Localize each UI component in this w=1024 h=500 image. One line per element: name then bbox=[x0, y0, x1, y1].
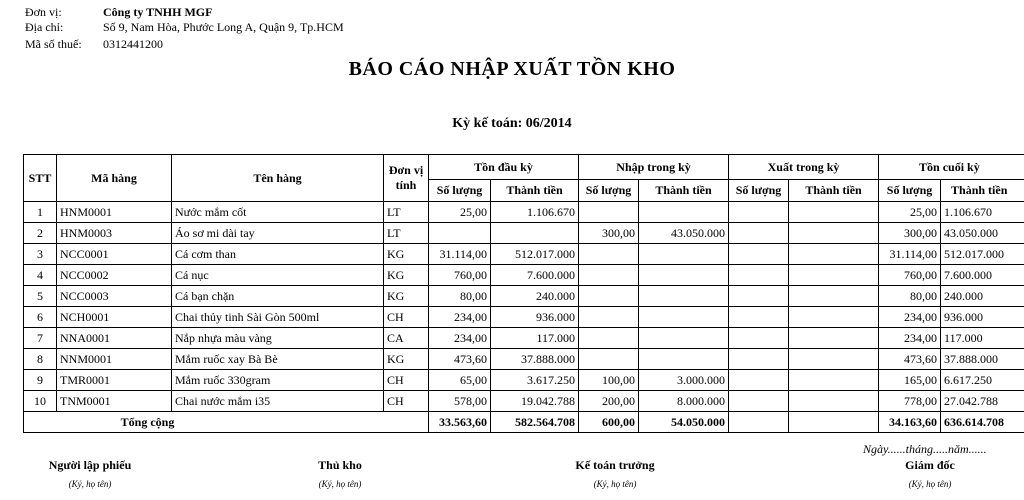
cell-in-amt: 3.000.000 bbox=[639, 370, 729, 391]
cell-open-amt: 7.600.000 bbox=[491, 265, 579, 286]
cell-in-qty bbox=[579, 349, 639, 370]
cell-code: HNM0003 bbox=[57, 223, 172, 244]
cell-stt: 5 bbox=[24, 286, 57, 307]
cell-unit: KG bbox=[384, 349, 429, 370]
cell-name: Nắp nhựa màu vàng bbox=[172, 328, 384, 349]
cell-unit: KG bbox=[384, 286, 429, 307]
cell-open-amt bbox=[491, 223, 579, 244]
cell-out-qty bbox=[729, 286, 789, 307]
cell-open-qty bbox=[429, 223, 491, 244]
table-row bbox=[24, 244, 1024, 265]
cell-open-qty: 31.114,00 bbox=[429, 244, 491, 265]
cell-open-amt: 117.000 bbox=[491, 328, 579, 349]
header-out-amt: Thành tiền bbox=[789, 180, 879, 202]
cell-out-amt bbox=[789, 244, 879, 265]
table-row bbox=[24, 202, 1024, 223]
cell-code: NCC0002 bbox=[57, 265, 172, 286]
table-row bbox=[24, 370, 1024, 391]
total-close-qty: 34.163,60 bbox=[879, 412, 941, 433]
cell-code: HNM0001 bbox=[57, 202, 172, 223]
cell-stt: 10 bbox=[24, 391, 57, 412]
cell-unit: CH bbox=[384, 307, 429, 328]
cell-open-qty: 760,00 bbox=[429, 265, 491, 286]
header-code: Mã hàng bbox=[57, 155, 172, 202]
cell-open-qty: 473,60 bbox=[429, 349, 491, 370]
tax-label: Mã số thuế: bbox=[25, 37, 82, 51]
cell-name: Áo sơ mi dài tay bbox=[172, 223, 384, 244]
cell-close-qty: 31.114,00 bbox=[879, 244, 941, 265]
cell-in-qty bbox=[579, 265, 639, 286]
cell-code: NCC0001 bbox=[57, 244, 172, 265]
cell-close-amt: 6.617.250 bbox=[941, 370, 1024, 391]
total-row bbox=[24, 412, 1024, 433]
cell-unit: CA bbox=[384, 328, 429, 349]
cell-open-amt: 19.042.788 bbox=[491, 391, 579, 412]
table-row bbox=[24, 307, 1024, 328]
cell-stt: 9 bbox=[24, 370, 57, 391]
header-opening: Tồn đầu kỳ bbox=[429, 155, 579, 180]
cell-open-amt: 3.617.250 bbox=[491, 370, 579, 391]
cell-stt: 3 bbox=[24, 244, 57, 265]
signature-note: (Ký, họ tên) bbox=[68, 479, 112, 489]
cell-stt: 7 bbox=[24, 328, 57, 349]
cell-in-amt: 8.000.000 bbox=[639, 391, 729, 412]
cell-out-qty bbox=[729, 223, 789, 244]
cell-unit: LT bbox=[384, 202, 429, 223]
cell-close-amt: 27.042.788 bbox=[941, 391, 1024, 412]
cell-out-amt bbox=[789, 223, 879, 244]
cell-out-qty bbox=[729, 202, 789, 223]
cell-unit: LT bbox=[384, 223, 429, 244]
cell-in-qty bbox=[579, 286, 639, 307]
total-in-amt: 54.050.000 bbox=[639, 412, 729, 433]
cell-code: NCC0003 bbox=[57, 286, 172, 307]
cell-out-qty bbox=[729, 370, 789, 391]
signature-director bbox=[870, 458, 990, 489]
cell-out-qty bbox=[729, 307, 789, 328]
cell-name: Cá bạn chặn bbox=[172, 286, 384, 307]
total-open-amt: 582.564.708 bbox=[491, 412, 579, 433]
cell-out-amt bbox=[789, 202, 879, 223]
signature-storekeeper bbox=[280, 458, 400, 489]
cell-open-qty: 578,00 bbox=[429, 391, 491, 412]
header-export: Xuất trong kỳ bbox=[729, 155, 879, 180]
cell-unit: CH bbox=[384, 370, 429, 391]
cell-stt: 6 bbox=[24, 307, 57, 328]
signature-note: (Ký, họ tên) bbox=[593, 479, 637, 489]
cell-out-qty bbox=[729, 265, 789, 286]
table-row bbox=[24, 349, 1024, 370]
cell-open-qty: 25,00 bbox=[429, 202, 491, 223]
cell-unit: CH bbox=[384, 391, 429, 412]
header-stt: STT bbox=[24, 155, 57, 202]
company-tax-code: 0312441200 bbox=[103, 37, 163, 51]
company-unit-line bbox=[25, 5, 212, 20]
signature-note: (Ký, họ tên) bbox=[318, 479, 362, 489]
signature-note: (Ký, họ tên) bbox=[908, 479, 952, 489]
company-address: Số 9, Nam Hòa, Phước Long A, Quận 9, Tp.HCM bbox=[103, 20, 344, 34]
total-out-qty bbox=[729, 412, 789, 433]
company-tax-line bbox=[25, 37, 163, 52]
cell-close-amt: 240.000 bbox=[941, 286, 1024, 307]
header-close-qty: Số lượng bbox=[879, 180, 941, 202]
cell-close-qty: 300,00 bbox=[879, 223, 941, 244]
header-open-qty: Số lượng bbox=[429, 180, 491, 202]
cell-in-qty: 200,00 bbox=[579, 391, 639, 412]
cell-out-qty bbox=[729, 391, 789, 412]
header-unit: Đơn vị tính bbox=[384, 155, 429, 202]
cell-close-amt: 117.000 bbox=[941, 328, 1024, 349]
cell-open-amt: 1.106.670 bbox=[491, 202, 579, 223]
cell-close-qty: 234,00 bbox=[879, 307, 941, 328]
cell-close-qty: 760,00 bbox=[879, 265, 941, 286]
cell-stt: 4 bbox=[24, 265, 57, 286]
signature-title: Kế toán trưởng bbox=[575, 458, 655, 472]
cell-code: NCH0001 bbox=[57, 307, 172, 328]
cell-out-amt bbox=[789, 391, 879, 412]
cell-out-amt bbox=[789, 265, 879, 286]
cell-close-qty: 473,60 bbox=[879, 349, 941, 370]
total-in-qty: 600,00 bbox=[579, 412, 639, 433]
cell-in-qty bbox=[579, 307, 639, 328]
cell-in-qty bbox=[579, 244, 639, 265]
report-title: BÁO CÁO NHẬP XUẤT TỒN KHO bbox=[348, 58, 676, 80]
table-row bbox=[24, 391, 1024, 412]
cell-out-qty bbox=[729, 328, 789, 349]
cell-open-qty: 234,00 bbox=[429, 307, 491, 328]
cell-close-amt: 7.600.000 bbox=[941, 265, 1024, 286]
cell-close-amt: 512.017.000 bbox=[941, 244, 1024, 265]
cell-out-amt bbox=[789, 307, 879, 328]
cell-in-amt bbox=[639, 244, 729, 265]
cell-close-amt: 37.888.000 bbox=[941, 349, 1024, 370]
inventory-table-container bbox=[23, 154, 1024, 434]
cell-in-qty: 300,00 bbox=[579, 223, 639, 244]
signature-title: Thủ kho bbox=[318, 458, 362, 472]
header-closing: Tồn cuối kỳ bbox=[879, 155, 1024, 180]
cell-stt: 8 bbox=[24, 349, 57, 370]
company-name: Công ty TNHH MGF bbox=[103, 5, 213, 19]
cell-out-amt bbox=[789, 286, 879, 307]
address-label: Địa chỉ: bbox=[25, 20, 64, 34]
cell-name: Cá nục bbox=[172, 265, 384, 286]
header-in-qty: Số lượng bbox=[579, 180, 639, 202]
cell-in-qty bbox=[579, 202, 639, 223]
cell-unit: KG bbox=[384, 244, 429, 265]
cell-name: Nước mắm cốt bbox=[172, 202, 384, 223]
cell-close-qty: 25,00 bbox=[879, 202, 941, 223]
cell-close-amt: 43.050.000 bbox=[941, 223, 1024, 244]
cell-name: Chai thủy tinh Sài Gòn 500ml bbox=[172, 307, 384, 328]
total-close-amt: 636.614.708 bbox=[941, 412, 1024, 433]
cell-in-amt bbox=[639, 328, 729, 349]
signature-preparer bbox=[30, 458, 150, 489]
company-address-line bbox=[25, 20, 344, 35]
header-name: Tên hàng bbox=[172, 155, 384, 202]
cell-unit: KG bbox=[384, 265, 429, 286]
cell-out-qty bbox=[729, 244, 789, 265]
cell-in-qty bbox=[579, 328, 639, 349]
table-row bbox=[24, 328, 1024, 349]
table-row bbox=[24, 223, 1024, 244]
cell-open-qty: 234,00 bbox=[429, 328, 491, 349]
cell-open-amt: 936.000 bbox=[491, 307, 579, 328]
cell-close-qty: 80,00 bbox=[879, 286, 941, 307]
report-period: Kỳ kế toán: 06/2014 bbox=[452, 116, 572, 131]
header-close-amt: Thành tiền bbox=[941, 180, 1024, 202]
header-out-qty: Số lượng bbox=[729, 180, 789, 202]
cell-open-amt: 37.888.000 bbox=[491, 349, 579, 370]
cell-code: TMR0001 bbox=[57, 370, 172, 391]
cell-in-qty: 100,00 bbox=[579, 370, 639, 391]
cell-open-qty: 65,00 bbox=[429, 370, 491, 391]
cell-open-amt: 512.017.000 bbox=[491, 244, 579, 265]
cell-out-amt bbox=[789, 328, 879, 349]
cell-close-qty: 778,00 bbox=[879, 391, 941, 412]
total-out-amt bbox=[789, 412, 879, 433]
cell-close-qty: 234,00 bbox=[879, 328, 941, 349]
cell-code: NNM0001 bbox=[57, 349, 172, 370]
cell-code: TNM0001 bbox=[57, 391, 172, 412]
signature-title: Giám đốc bbox=[905, 458, 955, 472]
cell-stt: 1 bbox=[24, 202, 57, 223]
cell-close-qty: 165,00 bbox=[879, 370, 941, 391]
signature-chief-accountant bbox=[555, 458, 675, 489]
header-import: Nhập trong kỳ bbox=[579, 155, 729, 180]
cell-in-amt bbox=[639, 265, 729, 286]
cell-code: NNA0001 bbox=[57, 328, 172, 349]
cell-open-qty: 80,00 bbox=[429, 286, 491, 307]
cell-in-amt bbox=[639, 349, 729, 370]
cell-in-amt bbox=[639, 307, 729, 328]
cell-close-amt: 1.106.670 bbox=[941, 202, 1024, 223]
inventory-table bbox=[23, 154, 1024, 433]
cell-name: Mắm ruốc xay Bà Bè bbox=[172, 349, 384, 370]
signature-title: Người lập phiếu bbox=[48, 458, 132, 472]
cell-open-amt: 240.000 bbox=[491, 286, 579, 307]
table-row bbox=[24, 265, 1024, 286]
header-open-amt: Thành tiền bbox=[491, 180, 579, 202]
cell-in-amt bbox=[639, 286, 729, 307]
cell-name: Cá cơm than bbox=[172, 244, 384, 265]
header-in-amt: Thành tiền bbox=[639, 180, 729, 202]
cell-close-amt: 936.000 bbox=[941, 307, 1024, 328]
cell-name: Mắm ruốc 330gram bbox=[172, 370, 384, 391]
cell-out-amt bbox=[789, 370, 879, 391]
cell-in-amt bbox=[639, 202, 729, 223]
cell-out-qty bbox=[729, 349, 789, 370]
date-line: Ngày......tháng.....năm...... bbox=[863, 442, 987, 456]
cell-out-amt bbox=[789, 349, 879, 370]
cell-in-amt: 43.050.000 bbox=[639, 223, 729, 244]
table-row bbox=[24, 286, 1024, 307]
total-label: Tổng cộng bbox=[24, 412, 429, 433]
cell-stt: 2 bbox=[24, 223, 57, 244]
cell-name: Chai nước mắm i35 bbox=[172, 391, 384, 412]
unit-label: Đơn vị: bbox=[25, 5, 62, 19]
total-open-qty: 33.563,60 bbox=[429, 412, 491, 433]
